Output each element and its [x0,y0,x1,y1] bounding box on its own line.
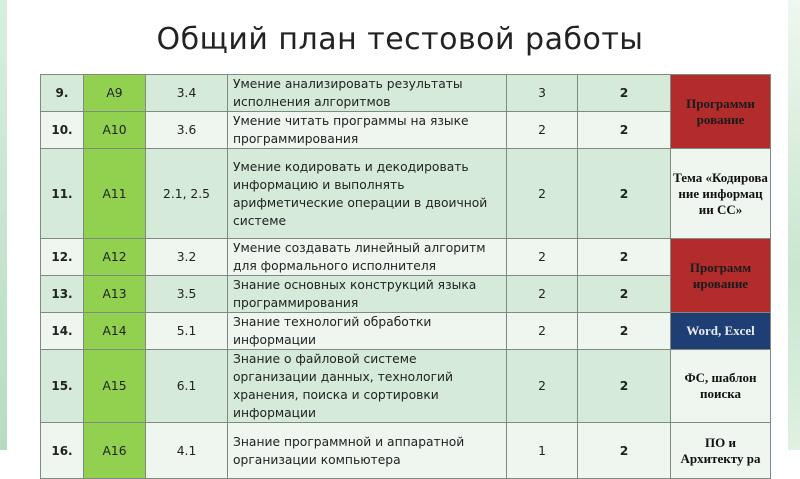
points: 2 [578,112,671,149]
task-code: A10 [84,112,146,149]
points: 2 [578,423,671,479]
task-number: 16. [41,423,84,479]
task-number: 15. [41,350,84,423]
task-description: Знание основных конструкций языка программирования [228,276,507,313]
difficulty-level: 2 [507,276,578,313]
test-plan-table [40,74,771,479]
difficulty-level: 3 [507,75,578,112]
right-frame-stripe [788,0,800,450]
table-row [41,350,771,423]
left-frame-stripe [0,0,7,450]
topic-programming-1: Программи рование [671,75,771,149]
table-row [41,149,771,239]
difficulty-level: 2 [507,149,578,239]
task-code: A14 [84,313,146,350]
task-description: Умение кодировать и декодировать информацию и выполнять арифметические операции в двоичной системе [228,149,507,239]
section-code: 3.4 [146,75,228,112]
section-code: 2.1, 2.5 [146,149,228,239]
task-code: A11 [84,149,146,239]
topic-encoding: Тема «Кодирова ние информац ии СС» [671,149,771,239]
section-code: 4.1 [146,423,228,479]
task-number: 12. [41,239,84,276]
task-code: A15 [84,350,146,423]
section-code: 6.1 [146,350,228,423]
difficulty-level: 2 [507,350,578,423]
task-description: Знание технологий обработки информации [228,313,507,350]
section-code: 3.2 [146,239,228,276]
section-code: 3.5 [146,276,228,313]
table-row [41,112,771,149]
topic-word-excel: Word, Excel [671,313,771,350]
difficulty-level: 2 [507,313,578,350]
task-number: 9. [41,75,84,112]
task-code: A16 [84,423,146,479]
task-number: 14. [41,313,84,350]
task-description: Умение создавать линейный алгоритм для формального исполнителя [228,239,507,276]
table-row [41,75,771,112]
task-description: Знание о файловой системе организации данных, технологий хранения, поиска и сортировки информации [228,350,507,423]
section-code: 5.1 [146,313,228,350]
task-number: 13. [41,276,84,313]
points: 2 [578,350,671,423]
page-title: Общий план тестовой работы [156,22,644,57]
table-row [41,313,771,350]
difficulty-level: 2 [507,239,578,276]
table-row [41,276,771,313]
task-number: 11. [41,149,84,239]
task-code: A13 [84,276,146,313]
task-code: A12 [84,239,146,276]
section-code: 3.6 [146,112,228,149]
task-description: Умение анализировать результаты исполнения алгоритмов [228,75,507,112]
topic-programming-2: Программ ирование [671,239,771,313]
difficulty-level: 1 [507,423,578,479]
points: 2 [578,239,671,276]
points: 2 [578,149,671,239]
points: 2 [578,313,671,350]
points: 2 [578,75,671,112]
table-row [41,423,771,479]
points: 2 [578,276,671,313]
task-code: A9 [84,75,146,112]
task-description: Умение читать программы на языке программирования [228,112,507,149]
task-description: Знание программной и аппаратной организации компьютера [228,423,507,479]
task-number: 10. [41,112,84,149]
difficulty-level: 2 [507,112,578,149]
topic-software-architecture: ПО и Архитекту ра [671,423,771,479]
table-row [41,239,771,276]
topic-file-system: ФС, шаблон поиска [671,350,771,423]
